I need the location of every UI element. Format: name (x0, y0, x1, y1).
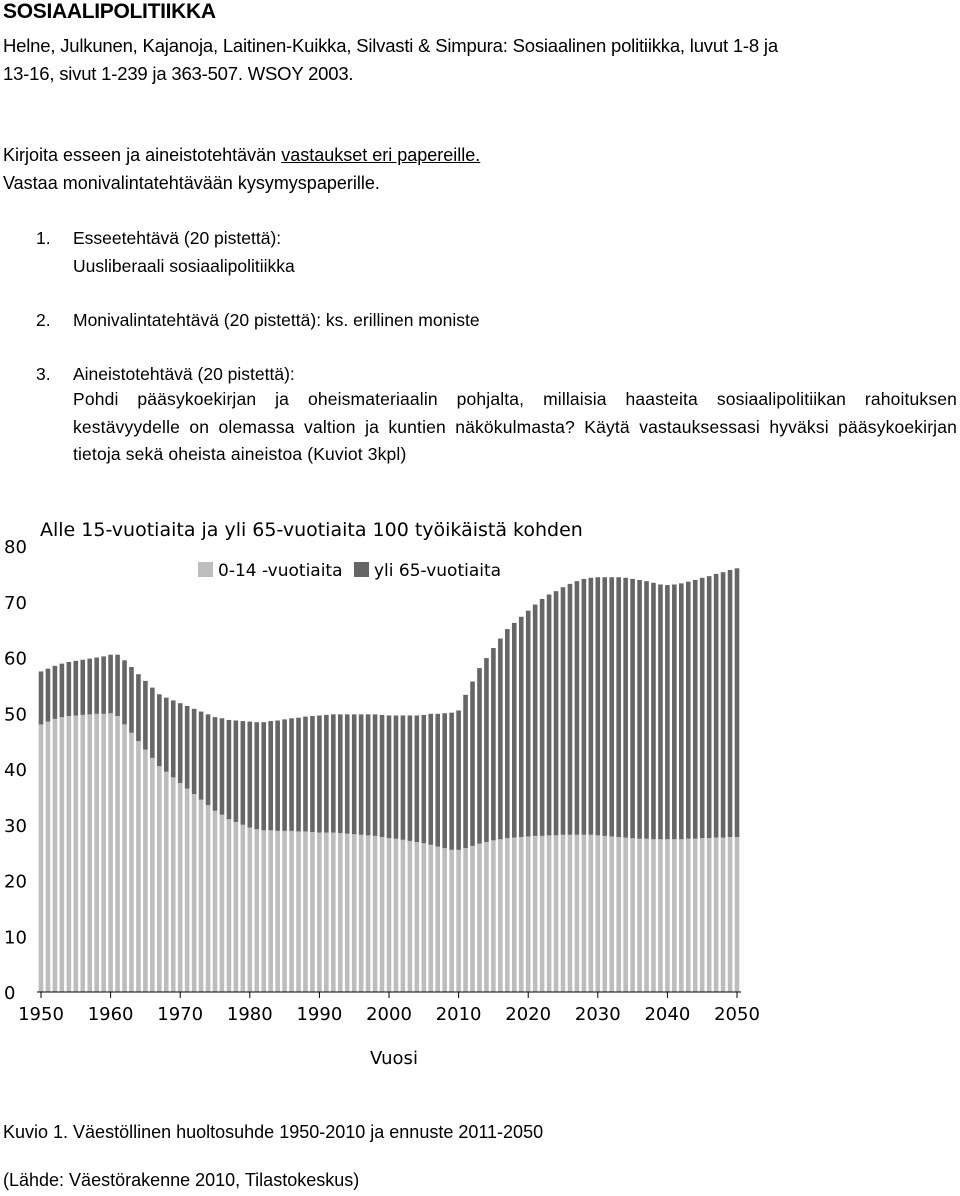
bar-young-1969 (171, 777, 176, 992)
bar-old-2018 (512, 623, 517, 838)
bar-young-1953 (60, 717, 65, 992)
bar-young-1982 (261, 830, 266, 992)
bar-old-2048 (721, 572, 726, 837)
y-tick-label: 40 (4, 760, 27, 781)
bar-old-1991 (324, 715, 329, 833)
bar-old-2023 (547, 595, 552, 836)
instruction-text: Kirjoita esseen ja aineistotehtävän (3, 145, 282, 165)
bar-young-1964 (136, 741, 141, 992)
bar-young-2001 (394, 839, 399, 992)
bar-young-1990 (317, 833, 322, 992)
bar-old-2007 (435, 714, 440, 847)
bar-old-2021 (533, 605, 538, 836)
page-title: SOSIAALIPOLITIIKKA (3, 0, 216, 23)
bar-old-2049 (728, 570, 733, 837)
bar-young-1965 (143, 749, 148, 992)
bar-old-1964 (136, 674, 141, 741)
bar-young-1973 (199, 800, 204, 992)
figure-caption: Kuvio 1. Väestöllinen huoltosuhde 1950-2010 ja ennuste 2011-2050 (3, 1122, 544, 1142)
bar-old-1996 (359, 714, 364, 834)
bar-young-1981 (254, 829, 259, 992)
bar-old-1982 (261, 722, 266, 830)
bar-young-1979 (241, 825, 246, 992)
bar-old-1998 (373, 714, 378, 836)
bar-young-1991 (324, 833, 329, 992)
bar-young-1978 (234, 822, 239, 992)
bar-old-2022 (540, 599, 545, 836)
bar-old-2045 (700, 578, 705, 838)
bar-young-2020 (526, 836, 531, 992)
bar-young-2050 (735, 837, 740, 992)
legend-label-young: 0-14 -vuotiaita (218, 561, 343, 581)
bar-young-1975 (213, 811, 218, 992)
bar-young-2037 (644, 839, 649, 992)
task-number: 3. (36, 364, 51, 384)
bar-old-2035 (630, 579, 635, 838)
bar-old-1952 (53, 666, 58, 719)
bar-old-1954 (67, 662, 72, 716)
bar-young-2031 (602, 836, 607, 992)
bar-old-2040 (665, 585, 670, 839)
bar-old-2050 (735, 568, 740, 837)
bar-young-2040 (665, 839, 670, 992)
y-tick-label: 20 (4, 871, 27, 893)
bar-young-2027 (575, 835, 580, 992)
bar-old-1957 (87, 659, 92, 715)
bar-young-1951 (46, 722, 51, 992)
bar-young-2046 (707, 838, 712, 992)
legend-label-old: yli 65-vuotiaita (374, 561, 502, 581)
bar-old-2013 (477, 668, 482, 844)
bar-old-1978 (234, 720, 239, 821)
bar-old-2014 (484, 658, 489, 842)
task-heading: Esseetehtävä (20 pistettä): (73, 228, 282, 248)
bar-young-1961 (115, 716, 120, 992)
bar-young-1992 (331, 833, 336, 992)
bar-young-2048 (721, 838, 726, 992)
task-number: 2. (36, 310, 51, 330)
x-tick-label: 1960 (87, 1004, 134, 1025)
bar-young-1966 (150, 758, 155, 992)
bar-young-2017 (505, 838, 510, 992)
bar-young-1993 (338, 833, 343, 992)
bar-old-1965 (143, 681, 148, 750)
bar-old-1968 (164, 698, 169, 772)
legend-swatch-old (354, 562, 369, 577)
bar-young-2026 (568, 835, 573, 992)
figure-source: (Lähde: Väestörakenne 2010, Tilastokeskus) (3, 1170, 360, 1190)
bar-old-1990 (317, 715, 322, 832)
bar-young-2002 (401, 840, 406, 992)
bar-young-1989 (310, 832, 315, 992)
bar-old-1959 (101, 656, 106, 713)
bar-young-2012 (470, 846, 475, 992)
bar-young-1976 (220, 815, 225, 992)
y-tick-label: 10 (4, 927, 27, 949)
bar-young-1997 (366, 835, 371, 992)
bar-old-1975 (213, 717, 218, 811)
bar-young-1994 (345, 834, 350, 992)
bar-young-2022 (540, 836, 545, 992)
bar-young-2019 (519, 837, 524, 992)
bar-old-2003 (408, 715, 413, 840)
bar-young-1958 (94, 714, 99, 992)
bar-young-1962 (122, 724, 127, 992)
x-tick-label: 2030 (574, 1004, 621, 1025)
reference-line: Helne, Julkunen, Kajanoja, Laitinen-Kuikka, Silvasti & Simpura: Sosiaalinen politiikka, luvut 1-8 ja (3, 35, 778, 56)
bar-old-2028 (582, 579, 587, 835)
bar-old-1992 (331, 714, 336, 832)
bar-young-2008 (442, 848, 447, 992)
task-heading: Aineistotehtävä (20 pistettä): (73, 364, 295, 384)
bar-young-2042 (679, 839, 684, 992)
bar-young-2049 (728, 837, 733, 992)
bar-young-2032 (609, 836, 614, 992)
bar-old-2024 (554, 591, 559, 835)
bar-old-2027 (575, 581, 580, 835)
bar-old-2038 (651, 583, 656, 839)
bar-old-2041 (672, 584, 677, 839)
bar-young-2029 (589, 835, 594, 992)
bar-young-1968 (164, 772, 169, 992)
bar-young-2030 (596, 835, 601, 992)
bar-young-2016 (498, 839, 503, 992)
bar-old-2034 (623, 578, 628, 838)
bar-young-2013 (477, 844, 482, 992)
bar-young-1974 (206, 805, 211, 992)
x-tick-label: 2050 (714, 1004, 760, 1025)
bar-old-1967 (157, 694, 162, 766)
bar-old-1962 (122, 660, 127, 724)
bar-young-1963 (129, 733, 134, 992)
bar-old-1997 (366, 714, 371, 835)
bar-old-2031 (602, 577, 607, 836)
bar-young-1950 (39, 724, 44, 992)
bar-old-1988 (303, 717, 308, 832)
bar-young-2004 (415, 842, 420, 992)
bar-young-1967 (157, 766, 162, 992)
bar-young-2047 (714, 838, 719, 992)
bar-old-1983 (268, 721, 273, 830)
chart-title: Alle 15-vuotiaita ja yli 65-vuotiaita 100 työikäistä kohden (40, 519, 583, 541)
bar-young-1971 (185, 789, 190, 992)
bar-old-2017 (505, 629, 510, 838)
bar-young-1986 (289, 831, 294, 992)
bar-old-2032 (609, 577, 614, 836)
instruction-underlined: vastaukset eri papereille. (281, 145, 481, 165)
bar-old-1994 (345, 714, 350, 833)
bar-young-2035 (630, 838, 635, 992)
bar-old-2046 (707, 576, 712, 838)
bar-young-1970 (178, 783, 183, 992)
bar-old-2047 (714, 574, 719, 838)
bar-young-1955 (74, 715, 79, 992)
bar-young-2021 (533, 836, 538, 992)
bar-old-2012 (470, 681, 475, 845)
instruction-line: Vastaa monivalintatehtävään kysymyspaperille. (3, 173, 380, 193)
bar-old-1961 (115, 655, 120, 716)
bar-old-2006 (428, 714, 433, 845)
bar-old-1980 (248, 722, 253, 828)
bar-young-2033 (616, 837, 621, 992)
bar-old-1981 (254, 722, 259, 829)
bar-old-2019 (519, 617, 524, 837)
bar-old-2004 (415, 715, 420, 842)
bar-old-2008 (442, 713, 447, 848)
legend-swatch-young (198, 562, 213, 577)
bar-old-2010 (456, 710, 461, 849)
bar-old-2039 (658, 584, 663, 839)
bar-young-2043 (686, 839, 691, 992)
bar-old-1986 (289, 718, 294, 831)
bar-young-2028 (582, 835, 587, 992)
y-tick-label: 50 (4, 704, 27, 726)
bar-young-1977 (227, 819, 232, 992)
bar-old-1971 (185, 706, 190, 789)
bar-young-2041 (672, 839, 677, 992)
task-heading: Monivalintatehtävä (20 pistettä): ks. erillinen moniste (73, 310, 480, 330)
x-tick-label: 2010 (435, 1004, 482, 1025)
x-tick-label: 1990 (296, 1004, 343, 1025)
x-axis-label: Vuosi (370, 1048, 418, 1068)
bar-young-2024 (554, 835, 559, 992)
bar-old-1974 (206, 714, 211, 805)
x-tick-label: 2000 (366, 1004, 412, 1025)
bar-young-2039 (658, 839, 663, 992)
bar-young-1984 (275, 831, 280, 992)
bar-young-2015 (491, 840, 496, 992)
bar-old-1960 (108, 655, 113, 714)
bar-old-2030 (596, 577, 601, 835)
bar-young-2018 (512, 838, 517, 992)
bar-old-1966 (150, 688, 155, 758)
x-tick-label: 2040 (644, 1004, 691, 1025)
bar-young-1988 (303, 831, 308, 992)
bar-old-1951 (46, 669, 51, 722)
bar-old-2044 (693, 580, 698, 839)
bar-young-2025 (561, 835, 566, 992)
bar-old-2009 (449, 713, 454, 850)
bar-old-2033 (616, 577, 621, 837)
task-body: Pohdi pääsykoekirjan ja oheismateriaalin pohjalta, millaisia haasteita sosiaalipolitiikan rahoituksen kestävyydelle on olemassa valtion ja kuntien näkökulmasta? Käytä vastauksessasi hyväksi pääsykoekirjan tietoja sekä oheista aineistoa (Kuviot 3kpl) (73, 389, 957, 464)
bar-old-2026 (568, 584, 573, 835)
bar-young-1960 (108, 713, 113, 992)
bar-old-2016 (498, 639, 503, 840)
bar-old-1989 (310, 716, 315, 832)
bar-young-1995 (352, 834, 357, 992)
bar-old-2042 (679, 583, 684, 839)
task-number: 1. (36, 228, 51, 248)
bar-old-1985 (282, 719, 287, 831)
bar-young-2023 (547, 835, 552, 992)
bar-young-2009 (449, 850, 454, 992)
bar-young-2007 (435, 846, 440, 992)
bar-young-2014 (484, 842, 489, 992)
x-tick-label: 1980 (226, 1004, 273, 1025)
bar-old-1969 (171, 700, 176, 777)
bar-old-1963 (129, 667, 134, 733)
bar-young-2006 (428, 845, 433, 992)
bar-old-1972 (192, 709, 197, 794)
bar-old-2000 (387, 715, 392, 838)
task-body: Uusliberaali sosiaalipolitiikka (73, 256, 295, 276)
y-tick-label: 70 (4, 592, 27, 614)
y-tick-label: 60 (4, 648, 27, 670)
x-tick-label: 1970 (157, 1004, 204, 1025)
bar-old-2001 (394, 715, 399, 838)
y-tick-label: 30 (4, 815, 27, 837)
bar-old-1984 (275, 720, 280, 830)
bar-young-2011 (463, 848, 468, 992)
bar-young-1956 (80, 715, 85, 992)
bar-old-1955 (74, 661, 79, 716)
bar-young-1999 (380, 837, 385, 992)
bar-young-2044 (693, 839, 698, 992)
instruction-line (3, 145, 480, 166)
y-tick-label: 0 (4, 983, 16, 1004)
bar-young-1959 (101, 714, 106, 992)
bar-old-1953 (60, 664, 65, 718)
bar-young-1998 (373, 836, 378, 992)
bar-young-1985 (282, 831, 287, 992)
x-tick-label: 1950 (18, 1004, 64, 1025)
bar-young-1972 (192, 794, 197, 992)
bar-young-2000 (387, 838, 392, 992)
bar-old-2002 (401, 715, 406, 839)
bar-old-1973 (199, 712, 204, 800)
bar-old-2011 (463, 695, 468, 848)
bar-young-2038 (651, 839, 656, 992)
bar-old-1979 (241, 721, 246, 825)
bar-old-2036 (637, 580, 642, 839)
bar-old-1976 (220, 718, 225, 814)
bar-old-1970 (178, 703, 183, 783)
bar-old-1995 (352, 714, 357, 834)
bar-young-2010 (456, 850, 461, 992)
bar-young-2034 (623, 838, 628, 992)
bar-young-1987 (296, 831, 301, 992)
bar-old-2043 (686, 582, 691, 839)
bar-old-1950 (39, 671, 44, 724)
bar-young-2036 (637, 839, 642, 992)
bar-old-1956 (80, 660, 85, 715)
bar-young-2003 (408, 841, 413, 992)
bar-young-2045 (700, 838, 705, 992)
y-tick-label: 80 (4, 537, 27, 558)
bar-young-1980 (248, 828, 253, 992)
bar-old-1958 (94, 658, 99, 714)
bar-old-2015 (491, 648, 496, 840)
bar-old-2029 (589, 578, 594, 835)
bar-old-1993 (338, 714, 343, 833)
bar-old-2025 (561, 587, 566, 835)
bar-young-2005 (422, 843, 427, 992)
bar-old-1977 (227, 720, 232, 819)
bar-old-2005 (422, 715, 427, 843)
x-tick-label: 2020 (505, 1004, 552, 1025)
bar-young-1996 (359, 835, 364, 992)
bar-young-1952 (53, 719, 58, 992)
y-axis (4, 537, 27, 1004)
reference-line: 13-16, sivut 1-239 ja 363-507. WSOY 2003. (3, 63, 354, 84)
bar-young-1957 (87, 714, 92, 992)
bar-old-2020 (526, 611, 531, 837)
dependency-ratio-chart (0, 512, 762, 1068)
bar-old-1987 (296, 718, 301, 832)
bar-old-1999 (380, 715, 385, 837)
bar-young-1954 (67, 716, 72, 992)
bar-young-1983 (268, 830, 273, 992)
bar-old-2037 (644, 581, 649, 839)
